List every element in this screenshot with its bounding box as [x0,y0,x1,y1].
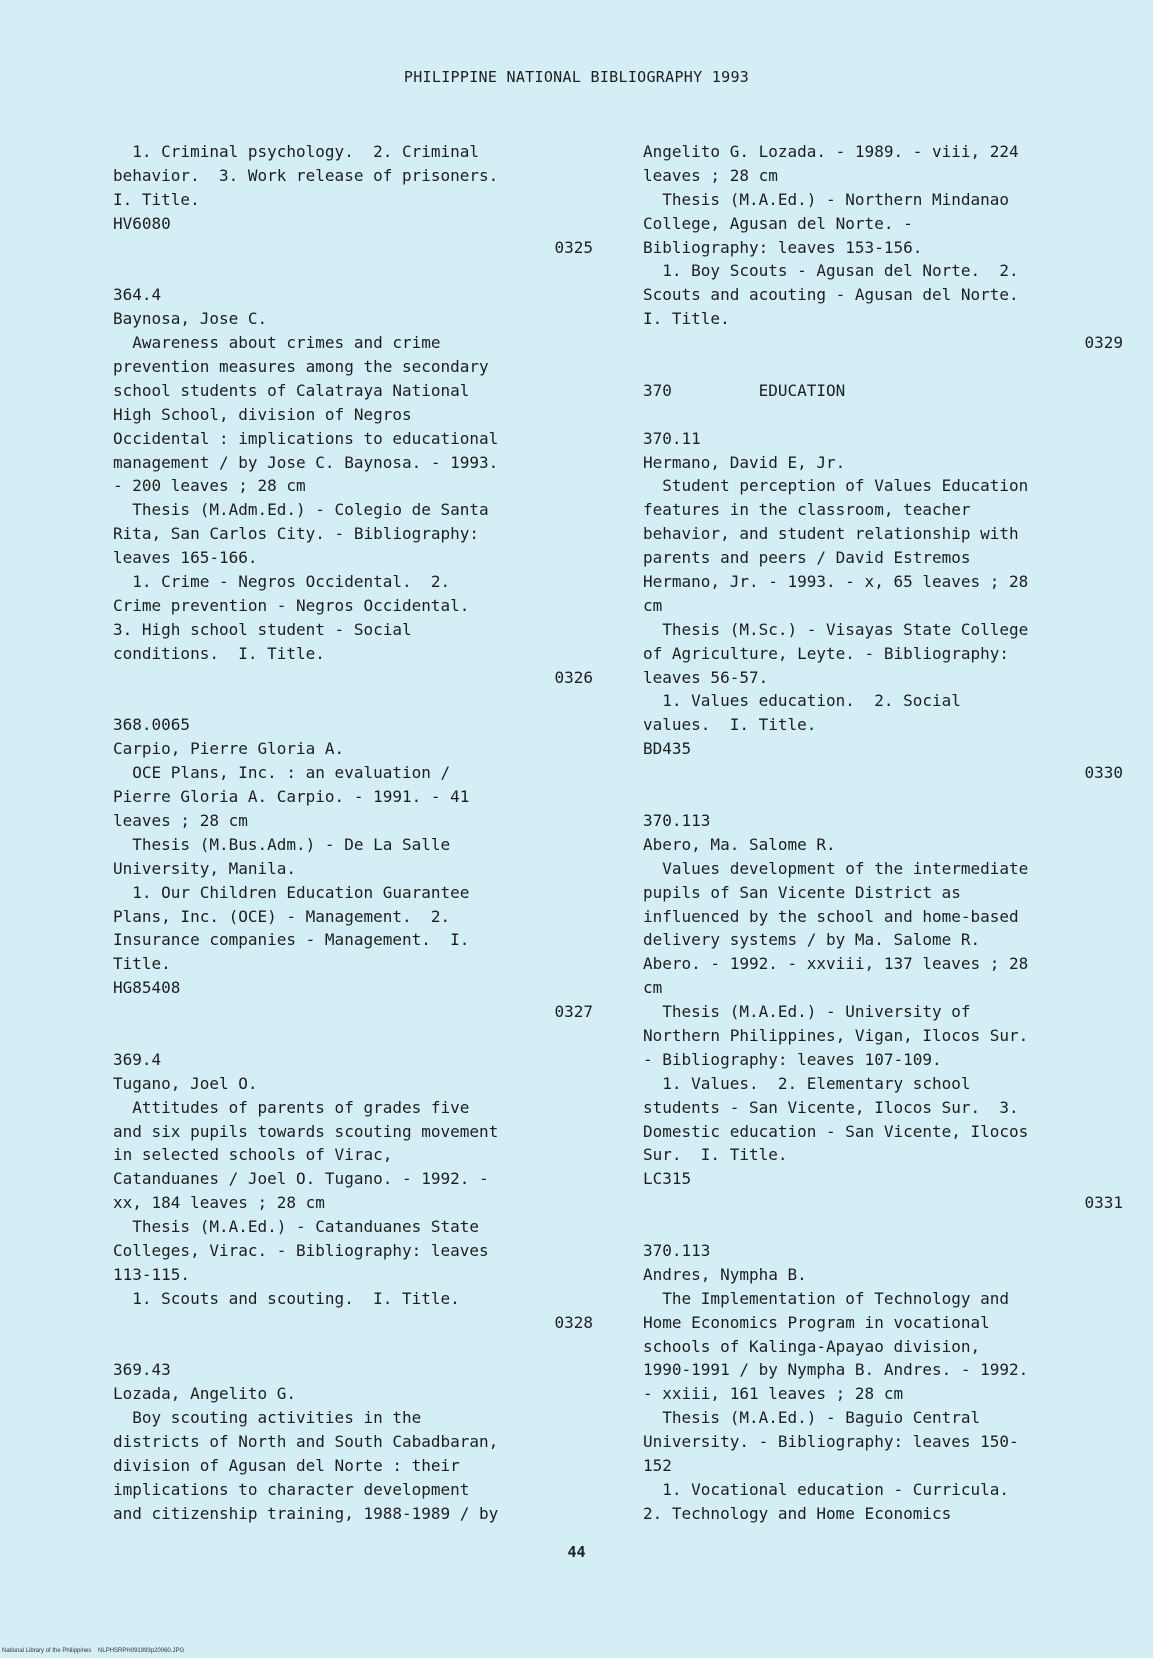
text-line: 370.11 [643,428,701,448]
text-line: 152 [643,1455,672,1475]
text-line: implications to character development [113,1479,470,1499]
text-line: conditions. I. Title. [113,643,325,663]
blank-line [643,785,1123,809]
text-line: University, Manila. [113,858,297,878]
text-line: Angelito G. Lozada. - 1989. - viii, 224 [643,142,1019,161]
text-line: parents and peers / David Estremos [643,548,971,568]
text-line: Tugano, Joel O. [113,1073,258,1093]
text-line: behavior, and student relationship with [643,524,1019,544]
text-line: Abero, Ma. Salome R. [643,834,836,854]
text-line: prevention measures among the secondary [113,357,489,377]
text-line: 3. High school student - Social [113,619,412,639]
text-line: College, Agusan del Norte. - [643,213,913,233]
page-number: 44 [567,1543,586,1561]
text-line: 1. Scouts and scouting. I. Title. [113,1288,460,1308]
blank-line [643,403,1123,427]
entry-number: 0327 [554,1002,593,1022]
text-line: Student perception of Values Education [643,476,1029,496]
text-line: Thesis (M.A.Ed.) - Baguio Central [643,1408,981,1428]
text-line: OCE Plans, Inc. : an evaluation / [113,763,451,783]
text-line: I. Title. [643,309,730,329]
text-line: Thesis (M.Adm.Ed.) - Colegio de Santa [113,500,489,520]
text-line: Scouts and acouting - Agusan del Norte. [643,285,1019,305]
text-line: Plans, Inc. (OCE) - Management. 2. [113,906,451,926]
text-line: Lozada, Angelito G. [113,1384,297,1404]
entry-number: 0325 [554,237,593,257]
text-line: 370 EDUCATION [643,380,846,400]
text-line: LC315 [643,1169,692,1189]
text-line: cm [643,978,663,998]
text-line: 369.43 [113,1360,171,1380]
text-line: The Implementation of Technology and [643,1288,1010,1308]
text-line: Values development of the intermediate [643,858,1029,878]
text-line: Thesis (M.A.Ed.) - University of [643,1002,971,1022]
text-line: xx, 184 leaves ; 28 cm [113,1193,325,1213]
text-line: BD435 [643,739,692,759]
text-line: school students of Calatraya National [113,380,470,400]
text-line: Thesis (M.Bus.Adm.) - De La Salle [113,834,451,854]
text-line: - Bibliography: leaves 107-109. [643,1049,942,1069]
page-header: PHILIPPINE NATIONAL BIBLIOGRAPHY 1993 [403,68,750,86]
text-line: schools of Kalinga-Apayao division, [643,1336,981,1356]
text-line: pupils of San Vicente District as [643,882,961,902]
text-line: 364.4 [113,285,162,305]
text-line: Awareness about crimes and crime [113,333,441,353]
text-line: 1. Vocational education - Curricula. [643,1479,1010,1499]
text-line: 1. Criminal psychology. 2. Criminal [113,142,480,161]
blank-line [113,259,593,283]
text-line: division of Agusan del Norte : their [113,1455,460,1475]
text-line: 1990-1991 / by Nympha B. Andres. - 1992. [643,1360,1029,1380]
entry-number: 0326 [554,667,593,687]
text-line: Thesis (M.Sc.) - Visayas State College [643,619,1029,639]
text-line: - xxiii, 161 leaves ; 28 cm [643,1384,904,1404]
text-line: 1. Values. 2. Elementary school [643,1073,971,1093]
text-line: University. - Bibliography: leaves 150- [643,1432,1019,1452]
text-line: Sur. I. Title. [643,1145,788,1165]
text-line: Crime prevention - Negros Occidental. [113,595,470,615]
text-line: cm [643,595,663,615]
text-line: 370.113 [643,1240,711,1260]
text-line: districts of North and South Cabadbaran, [113,1432,499,1452]
blank-line [113,1024,593,1048]
blank-line [113,689,593,713]
text-line: leaves ; 28 cm [113,810,248,830]
text-line: High School, division of Negros [113,404,412,424]
text-line: 368.0065 [113,715,191,735]
text-line: Carpio, Pierre Gloria A. [113,739,345,759]
text-line: Occidental : implications to educational [113,428,499,448]
text-line: 370.113 [643,810,711,830]
text-line: management / by Jose C. Baynosa. - 1993. [113,452,499,472]
entry-number: 0329 [1084,333,1123,353]
text-line: Thesis (M.A.Ed.) - Catanduanes State [113,1217,480,1237]
text-line: delivery systems / by Ma. Salome R. [643,930,981,950]
text-line: Title. [113,954,171,974]
text-line: 1. Crime - Negros Occidental. 2. [113,572,451,592]
text-line: Andres, Nympha B. [643,1264,807,1284]
right-column [643,140,1123,1526]
text-line: values. I. Title. [643,715,817,735]
text-line: Insurance companies - Management. I. [113,930,470,950]
blank-line [643,355,1123,379]
text-line: 1. Boy Scouts - Agusan del Norte. 2. [643,261,1019,281]
text-line: leaves 165-166. [113,548,258,568]
text-line: and six pupils towards scouting movement [113,1121,499,1141]
text-line: 2. Technology and Home Economics [643,1503,952,1523]
text-line: of Agriculture, Leyte. - Bibliography: [643,643,1010,663]
text-line: Hermano, Jr. - 1993. - x, 65 leaves ; 28 [643,572,1029,592]
text-line: Baynosa, Jose C. [113,309,268,329]
text-line: HV6080 [113,213,171,233]
text-line: - 200 leaves ; 28 cm [113,476,306,496]
text-line: Colleges, Virac. - Bibliography: leaves [113,1240,489,1260]
text-line: features in the classroom, teacher [643,500,971,520]
text-line: 1. Our Children Education Guarantee [113,882,470,902]
text-line: Home Economics Program in vocational [643,1312,990,1332]
text-line: I. Title. [113,189,200,209]
text-line: Domestic education - San Vicente, Ilocos [643,1121,1029,1141]
text-line: Bibliography: leaves 153-156. [643,237,923,257]
blank-line [643,1215,1123,1239]
text-line: 113-115. [113,1264,191,1284]
blank-line [113,1335,593,1359]
text-line: Hermano, David E, Jr. [643,452,846,472]
text-line: influenced by the school and home-based [643,906,1019,926]
text-line: Rita, San Carlos City. - Bibliography: [113,524,480,544]
text-line: Thesis (M.A.Ed.) - Northern Mindanao [643,189,1010,209]
text-line: leaves ; 28 cm [643,165,778,185]
text-line: Boy scouting activities in the [113,1408,422,1428]
text-line: 369.4 [113,1049,162,1069]
text-line: 1. Values education. 2. Social [643,691,961,711]
text-line: Catanduanes / Joel O. Tugano. - 1992. - [113,1169,489,1189]
text-line: Northern Philippines, Vigan, Ilocos Sur. [643,1025,1029,1045]
entry-number: 0331 [1084,1193,1123,1213]
text-line: Attitudes of parents of grades five [113,1097,470,1117]
entry-number: 0330 [1084,763,1123,783]
text-line: behavior. 3. Work release of prisoners. [113,165,499,185]
text-line: Pierre Gloria A. Carpio. - 1991. - 41 [113,787,470,807]
entry-number: 0328 [554,1312,593,1332]
text-line: in selected schools of Virac, [113,1145,393,1165]
text-line: HG85408 [113,978,181,998]
text-line: leaves 56-57. [643,667,769,687]
text-line: students - San Vicente, Ilocos Sur. 3. [643,1097,1019,1117]
left-column [113,140,593,1526]
scan-credit: National Library of the Philippines NLPHSRPH091993p20060.JPG [2,1648,185,1654]
text-line: and citizenship training, 1988-1989 / by [113,1503,499,1523]
text-line: Abero. - 1992. - xxviii, 137 leaves ; 28 [643,954,1029,974]
